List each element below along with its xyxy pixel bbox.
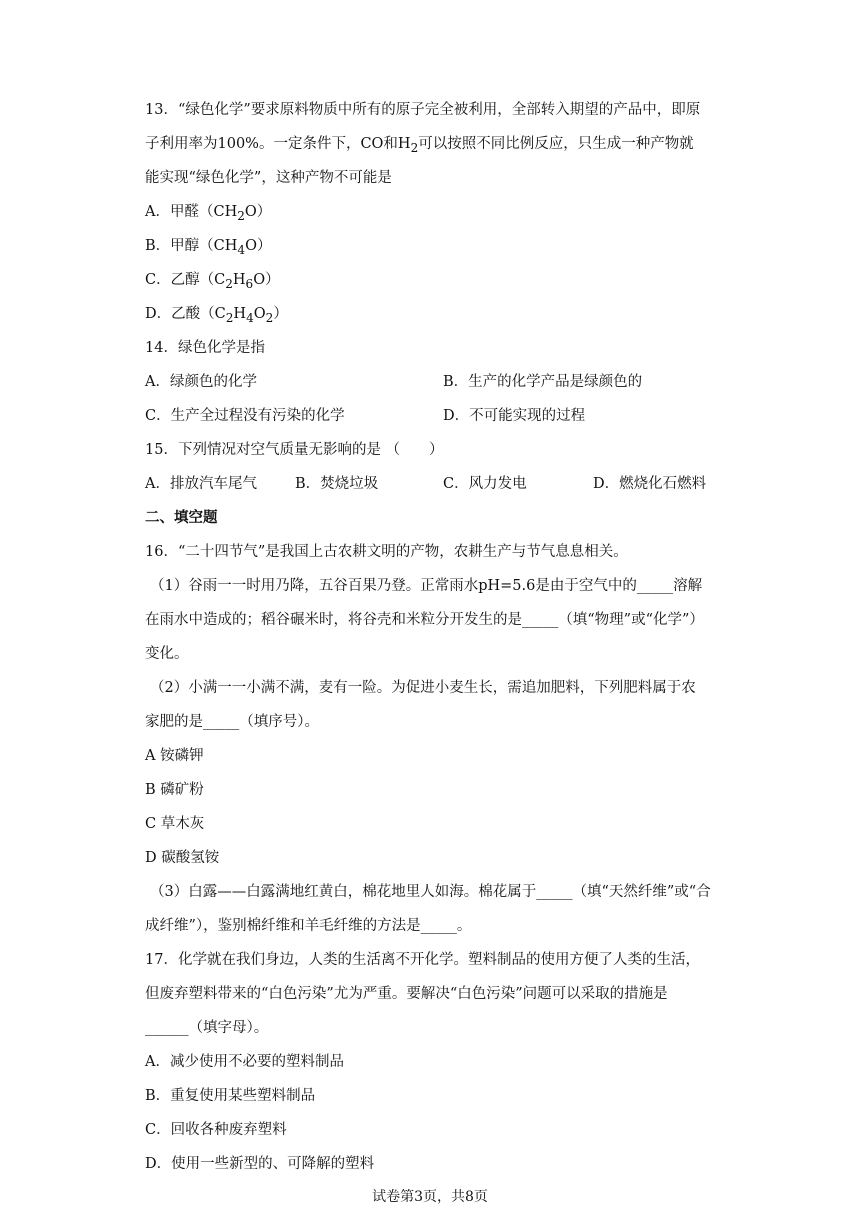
q13-option-b-post: O） xyxy=(245,238,272,254)
q15-option-d: D．燃烧化石燃料 xyxy=(593,476,707,492)
section-heading-fill-in: 二、填空题 xyxy=(145,509,218,526)
q16-option-b: B 磷矿粉 xyxy=(145,782,204,798)
q13-option-b xyxy=(145,236,271,260)
q16-option-d: D 碳酸氢铵 xyxy=(145,850,220,866)
q16-part3-line-2: 成纤维”），鉴别棉纤维和羊毛纤维的方法是_____。 xyxy=(145,918,472,934)
q17-option-c: C．回收各种废弃塑料 xyxy=(145,1122,287,1138)
q13-option-c xyxy=(145,270,280,294)
q17-option-a: A．减少使用不必要的塑料制品 xyxy=(145,1054,344,1070)
q13-option-d-mid: H xyxy=(233,306,247,322)
q13-option-d-mid-2: O xyxy=(253,306,266,322)
q13-option-d-sub-3: 2 xyxy=(265,310,274,325)
q13-line-2 xyxy=(145,134,694,158)
q15-stem: 15．下列情况对空气质量无影响的是 （ ） xyxy=(145,442,444,458)
q13-line-1: 13．“绿色化学”要求原料物质中所有的原子完全被利用，全部转入期望的产品中，即原 xyxy=(145,102,701,118)
q16-stem: 16．“二十四节气”是我国上古农耕文明的产物，农耕生产与节气息息相关。 xyxy=(145,544,628,560)
q13-option-b-sub: 4 xyxy=(237,242,246,257)
q13-option-c-sub-2: 6 xyxy=(245,276,254,291)
q14-option-c: C．生产全过程没有污染的化学 xyxy=(145,408,345,424)
q13-option-b-pre: B．甲醇（CH xyxy=(145,238,238,254)
q13-line-2-b: 可以按照不同比例反应，只生成一种产物就 xyxy=(418,136,694,152)
q17-line-2: 但废弃塑料带来的“白色污染”尤为严重。要解决“白色污染”问题可以采取的措施是 xyxy=(145,986,668,1002)
q13-option-d-sub-1: 2 xyxy=(225,310,234,325)
q15-option-a: A．排放汽车尾气 xyxy=(145,476,257,492)
q13-option-d-post: ） xyxy=(273,306,288,322)
q16-option-c: C 草木灰 xyxy=(145,816,205,832)
q13-option-d-pre: D．乙酸（C xyxy=(145,306,226,322)
q16-part1-line-2: 在雨水中造成的；稻谷碾米时，将谷壳和米粒分开发生的是_____（填“物理”或“化学”） xyxy=(145,612,704,628)
q13-line-2-a: 子利用率为100%。一定条件下，CO和H xyxy=(145,136,411,152)
q16-part3-line-1: （3）白露——白露满地红黄白，棉花地里人如海。棉花属于_____（填“天然纤维”或“合 xyxy=(150,884,711,900)
q13-option-a-sub: 2 xyxy=(237,208,245,223)
q16-part2-line-2: 家肥的是_____（填序号）。 xyxy=(145,714,319,730)
q14-option-a: A．绿颜色的化学 xyxy=(145,374,257,390)
q16-part1-line-3: 变化。 xyxy=(145,646,189,662)
q13-line-3: 能实现“绿色化学”，这种产物不可能是 xyxy=(145,170,392,186)
q14-stem: 14．绿色化学是指 xyxy=(145,340,265,356)
q13-option-c-sub-1: 2 xyxy=(225,276,233,291)
q16-part2-line-1: （2）小满一一小满不满，麦有一险。为促进小麦生长，需追加肥料，下列肥料属于农 xyxy=(150,680,696,696)
q17-line-1: 17．化学就在我们身边，人类的生活离不开化学。塑料制品的使用方便了人类的生活， xyxy=(145,952,700,968)
q13-option-c-pre: C．乙醇（C xyxy=(145,272,226,288)
q17-option-b: B．重复使用某些塑料制品 xyxy=(145,1088,316,1104)
q13-option-d-sub-2: 4 xyxy=(246,310,254,325)
q15-option-b: B．焚烧垃圾 xyxy=(295,476,379,492)
q17-line-3: ______（填字母）。 xyxy=(145,1020,269,1036)
q13-option-a xyxy=(145,202,271,226)
q15-option-c: C．风力发电 xyxy=(443,476,527,492)
q14-option-b: B．生产的化学产品是绿颜色的 xyxy=(443,374,643,390)
q13-option-a-pre: A．甲醛（CH xyxy=(145,204,238,220)
q13-h2-subscript: 2 xyxy=(410,140,419,155)
q13-option-c-post: O） xyxy=(253,272,280,288)
q16-option-a: A 铵磷钾 xyxy=(145,748,204,764)
page-footer: 试卷第3页，共8页 xyxy=(372,1189,488,1205)
q17-option-d: D．使用一些新型的、可降解的塑料 xyxy=(145,1156,375,1172)
q13-option-c-mid: H xyxy=(232,272,246,288)
q13-option-a-post: O） xyxy=(244,204,272,220)
q16-part1-line-1: （1）谷雨一一时用乃降，五谷百果乃登。正常雨水pH=5.6是由于空气中的_____溶解 xyxy=(150,578,703,594)
q13-option-d xyxy=(145,304,288,328)
q14-option-d: D．不可能实现的过程 xyxy=(443,408,586,424)
